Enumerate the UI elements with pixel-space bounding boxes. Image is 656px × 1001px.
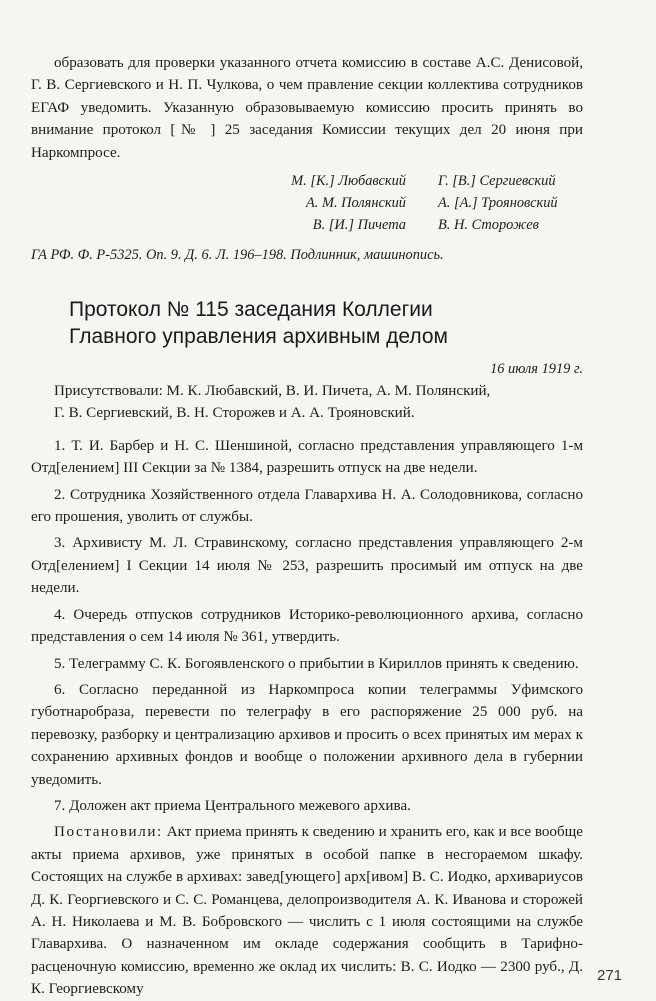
protocol-title: [31, 296, 583, 350]
page-number: 271: [597, 967, 623, 984]
intro-paragraph: образовать для проверки указанного отчета комиссию в составе А.С. Денисовой, Г. В. Сергиевского и Н. П. Чулкова, о чем правление секции коллектива сотрудников ЕГАФ уведомить. Указанную образовываемую комиссию просить принять во внимание протокол [№ ] 25 заседания Комиссии текущих дел 20 июня при Наркомпросе.: [31, 55, 583, 161]
agenda-item: 1. Т. И. Барбер и Н. С. Шеншиной, согласно представления управляющего 1-м Отд[елением] III Секции за № 1384, разрешить отпуск на две недели.: [31, 437, 583, 477]
agenda-item: 6. Согласно переданной из Наркомпроса копии телеграммы Уфимского губотнаробраза, перевести по телеграфу в его распоряжение 25 000 руб. на перевозку, разборку и централизацию архивов и просить о всех принятых им мерах к сохранению архивных фондов и вообще о положении архивного дела в губернии уведомить.: [31, 681, 583, 788]
protocol-title-line: Главного управления архивным делом: [69, 325, 448, 349]
agenda-item: 7. Доложен акт приема Центрального межевого архива.: [54, 797, 411, 814]
signature: М. [К.] Любавский: [291, 173, 406, 190]
resolution-label: Постановили:: [54, 824, 163, 841]
agenda-item: 5. Телеграмму С. К. Богоявленского о прибытии в Кириллов принять к сведению.: [54, 655, 579, 672]
agenda-item: 3. Архивисту М. Л. Стравинскому, согласно представления управляющего 2-м Отд[елением] I Секции 14 июля № 253, разрешить просимый им отпуск на две недели.: [31, 535, 583, 597]
protocol-title-line: Протокол № 115 заседания Коллегии: [69, 298, 433, 322]
signature: В. [И.] Пичета: [312, 217, 406, 234]
agenda-item: 4. Очередь отпусков сотрудников Историко-революционного архива, согласно представления о сем 14 июля № 361, утвердить.: [31, 606, 583, 646]
agenda-item: 2. Сотрудника Хозяйственного отдела Главархива Н. А. Солодовникова, согласно его прошения, уволить от службы.: [31, 486, 583, 526]
archive-reference: ГА РФ. Ф. Р-5325. Оп. 9. Д. 6. Л. 196–198. Подлинник, машинопись.: [31, 247, 444, 264]
agenda-items: [31, 435, 583, 818]
signature: А. М. Полянский: [305, 195, 406, 212]
attendees-line: Г. В. Сергиевский, В. Н. Сторожев и А. А. Трояновский.: [54, 405, 415, 422]
page-content: [31, 52, 583, 1001]
protocol-date: 16 июля 1919 г.: [490, 361, 583, 378]
signature: В. Н. Сторожев: [438, 217, 539, 234]
resolution-text: Акт приема принять к сведению и хранить его, как и все вообще акты приема архивов, уже принятых в особой папке в несгораемом шкафу. Состоящих на службе в архивах: завед[ующего] арх[ивом] В. С. Иодко, архивариусов Д. К. Георгиевского и С. С. Романцева, делопроизводителя А. К. Иванова и сторожей А. Н. Николаева и М. В. Бобровского — числить с 1 июля состоящими на службе Главархива. О назначенном им окладе содержания сообщить в Тарифно-расценочную комиссию, временно же оклад их числить: В. С. Иодко — 2300 руб., Д. К. Георгиевскому: [31, 824, 583, 998]
signature: А. [А.] Трояновский: [438, 195, 558, 212]
signature-block: [31, 170, 583, 236]
signature: Г. [В.] Сергиевский: [438, 173, 556, 190]
resolution-paragraph: [31, 821, 583, 1000]
attendees-line: Присутствовали: М. К. Любавский, В. И. Пичета, А. М. Полянский,: [54, 383, 491, 400]
